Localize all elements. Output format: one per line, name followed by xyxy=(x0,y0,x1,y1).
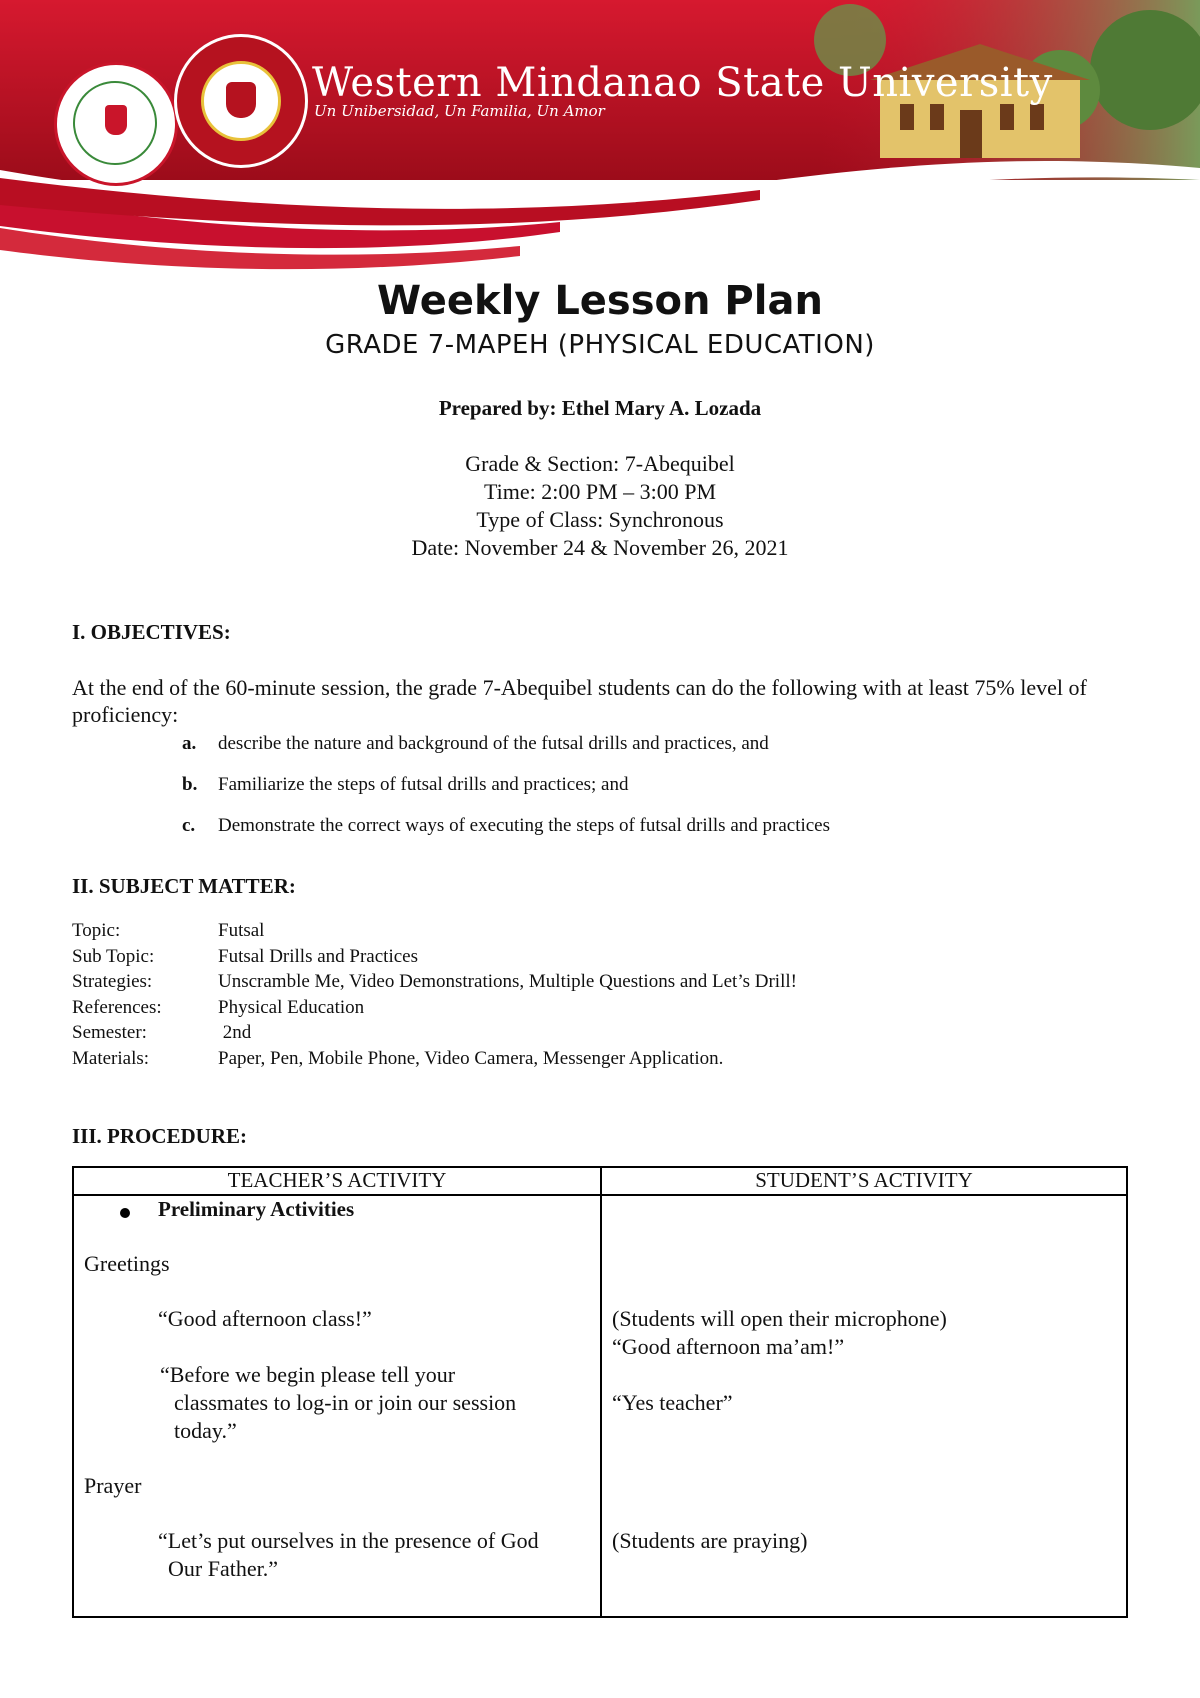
procedure-table xyxy=(72,1166,1128,1618)
objectives-heading: I. OBJECTIVES: xyxy=(72,620,231,644)
procedure-heading: III. PROCEDURE: xyxy=(72,1124,248,1148)
objective-text: Demonstrate the correct ways of executing the steps of futsal drills and practices xyxy=(218,815,831,836)
student-activity-cell xyxy=(601,1195,1127,1617)
objective-item xyxy=(182,815,830,837)
prepared-by: Prepared by: Ethel Mary A. Lozada xyxy=(438,396,762,420)
subject-value: Futsal Drills and Practices xyxy=(218,945,418,967)
objective-text: describe the nature and background of the futsal drills and practices, and xyxy=(218,733,769,754)
subject-row xyxy=(72,918,797,944)
subject-row xyxy=(72,944,797,970)
student-response: “Yes teacher” xyxy=(612,1390,733,1415)
teacher-prayer-line: Our Father.” xyxy=(168,1556,278,1581)
university-name: Western Mindanao State University xyxy=(312,60,1053,106)
class-info xyxy=(0,450,1200,562)
teacher-instruction-line: today.” xyxy=(174,1418,237,1443)
student-column-header: STUDENT’S ACTIVITY xyxy=(601,1167,1127,1195)
subject-value: Paper, Pen, Mobile Phone, Video Camera, Messenger Application. xyxy=(218,1047,724,1069)
class-time: Time: 2:00 PM – 3:00 PM xyxy=(483,479,717,504)
banner-graphic xyxy=(0,0,1200,290)
subject-row xyxy=(72,995,797,1021)
student-praying: (Students are praying) xyxy=(612,1528,808,1553)
teacher-greeting: “Good afternoon class!” xyxy=(158,1306,372,1331)
prayer-label: Prayer xyxy=(84,1473,142,1498)
subject-key: Semester: xyxy=(72,1022,147,1043)
wmsu-seal-icon xyxy=(174,34,308,168)
objective-item xyxy=(182,733,769,755)
objectives-intro: At the end of the 60-minute session, the grade 7-Abequibel students can do the following with at least 75% level of proficiency: xyxy=(72,675,1087,727)
objective-marker: b. xyxy=(182,774,198,795)
teacher-prayer-line: “Let’s put ourselves in the presence of God xyxy=(158,1528,539,1553)
objective-marker: c. xyxy=(182,815,196,836)
subject-matter-heading: II. SUBJECT MATTER: xyxy=(72,874,296,898)
grade-section: Grade & Section: 7-Abequibel xyxy=(465,451,735,476)
university-tagline: Un Unibersidad, Un Familia, Un Amor xyxy=(314,102,605,120)
greetings-label: Greetings xyxy=(84,1251,170,1276)
teacher-instruction-line: “Before we begin please tell your xyxy=(160,1362,456,1387)
subject-row xyxy=(72,969,797,995)
subject-row xyxy=(72,1046,797,1072)
subject-key: Sub Topic: xyxy=(72,945,155,967)
subject-value: Unscramble Me, Video Demonstrations, Multiple Questions and Let’s Drill! xyxy=(218,971,797,992)
subject-matter-list xyxy=(72,918,797,1071)
preliminary-activities: Preliminary Activities xyxy=(158,1197,355,1221)
class-date: Date: November 24 & November 26, 2021 xyxy=(411,535,789,560)
subject-key: References: xyxy=(72,996,162,1018)
subject-value: 2nd xyxy=(218,1022,252,1043)
subject-row xyxy=(72,1020,797,1046)
objective-marker: a. xyxy=(182,733,197,754)
document-subtitle: GRADE 7-MAPEH (PHYSICAL EDUCATION) xyxy=(325,330,875,360)
student-microphone: (Students will open their microphone) xyxy=(612,1306,947,1331)
subject-key: Strategies: xyxy=(72,971,153,992)
student-greeting: “Good afternoon ma’am!” xyxy=(612,1334,845,1359)
subject-key: Materials: xyxy=(72,1047,150,1069)
document-title: Weekly Lesson Plan xyxy=(377,278,823,324)
objective-text: Familiarize the steps of futsal drills and practices; and xyxy=(218,774,629,795)
subject-key: Topic: xyxy=(72,920,121,941)
teacher-column-header: TEACHER’S ACTIVITY xyxy=(73,1167,601,1195)
objective-item xyxy=(182,774,629,796)
subject-value: Futsal xyxy=(218,920,265,941)
lab-school-seal-icon xyxy=(54,62,178,186)
class-type: Type of Class: Synchronous xyxy=(476,507,724,532)
header-banner xyxy=(0,0,1200,290)
teacher-activity-cell xyxy=(73,1195,601,1617)
teacher-instruction-line: classmates to log-in or join our session xyxy=(174,1390,517,1415)
bullet-icon xyxy=(120,1208,130,1218)
subject-value: Physical Education xyxy=(218,996,365,1018)
